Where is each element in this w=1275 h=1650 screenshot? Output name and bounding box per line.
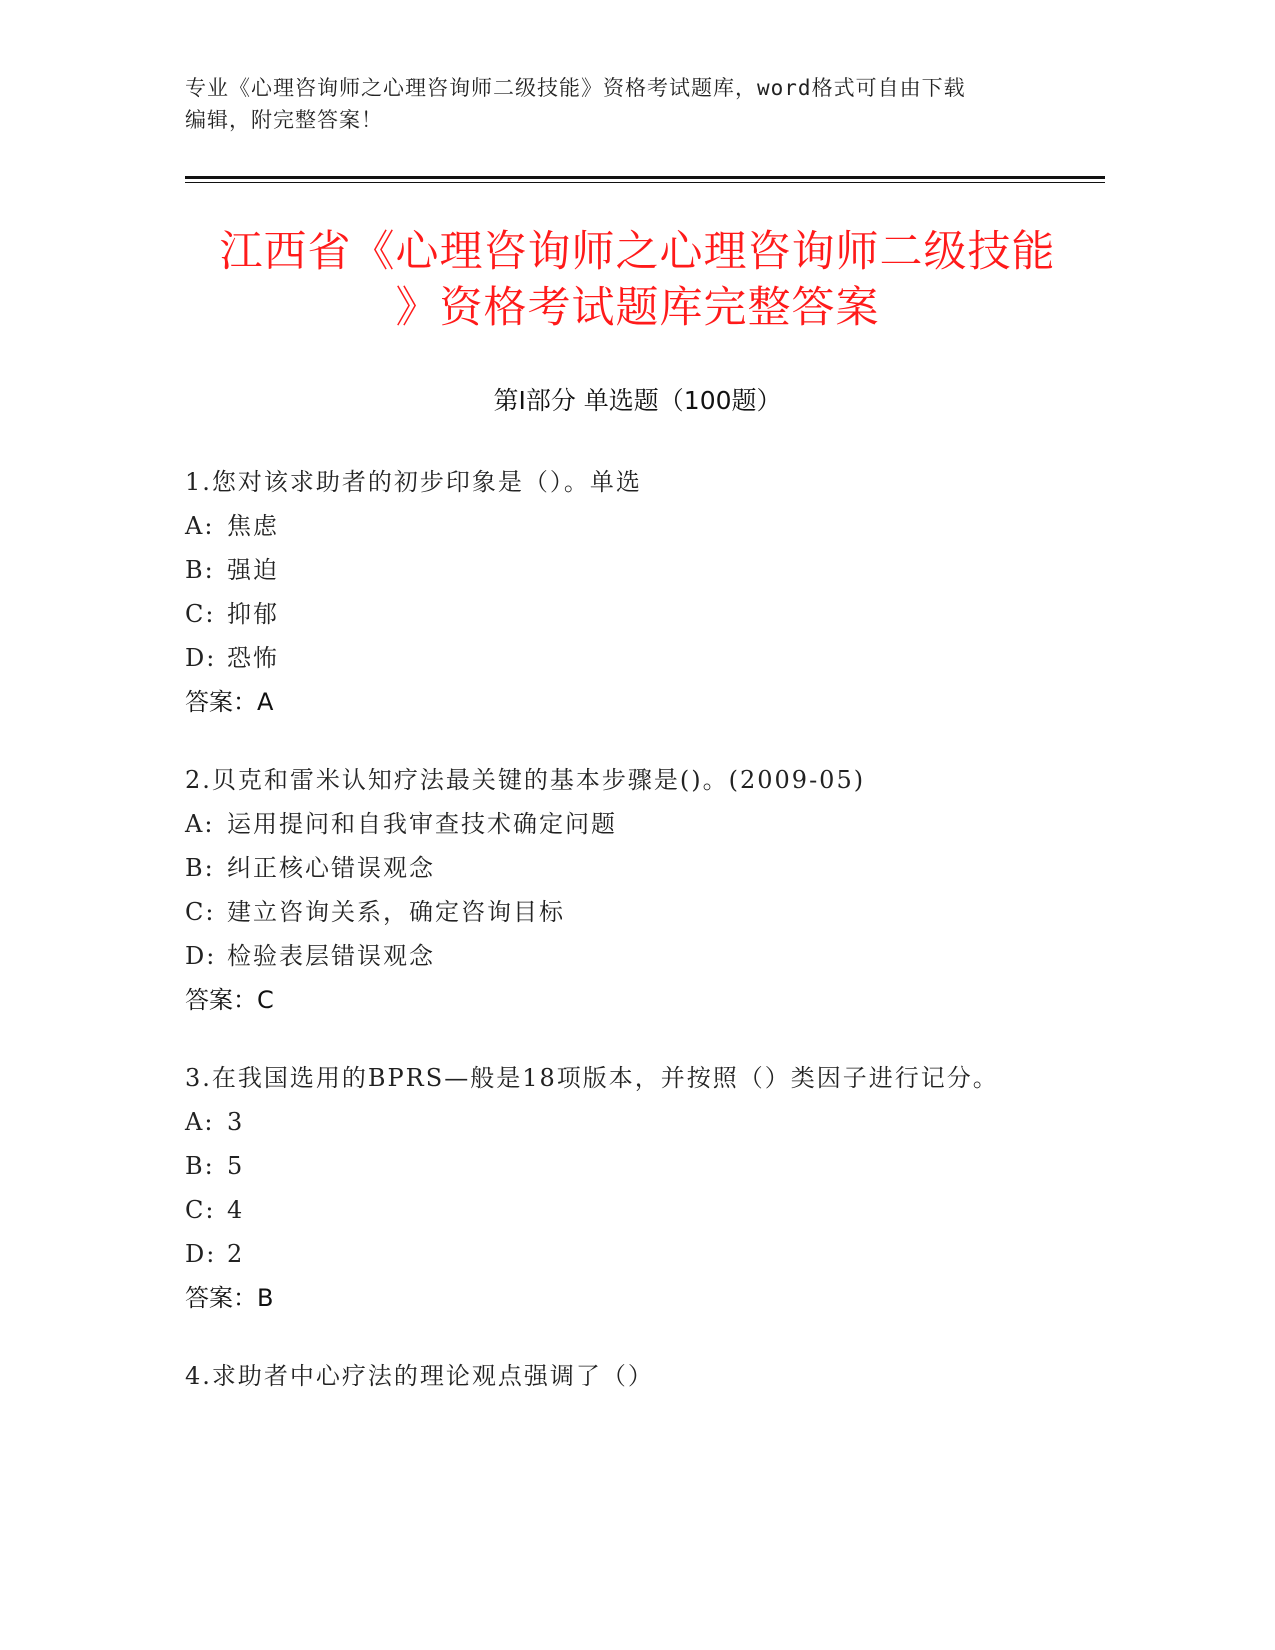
question-option-c — [185, 1188, 1085, 1232]
option-letter: A: — [185, 810, 215, 838]
option-letter: D: — [185, 644, 217, 672]
option-text: 3 — [227, 1108, 245, 1136]
question-stem: 2.贝克和雷米认知疗法最关键的基本步骤是()。(2009-05) — [185, 766, 866, 794]
question-item — [185, 1056, 1085, 1320]
question-option-c — [185, 890, 1085, 934]
question-option-c — [185, 592, 1085, 636]
question-stem: 4.求助者中心疗法的理论观点强调了（） — [185, 1362, 654, 1390]
option-letter: C: — [185, 600, 216, 628]
option-letter: B: — [185, 1152, 215, 1180]
option-text: 纠正核心错误观念 — [227, 854, 435, 882]
document-title-line-2: 》资格考试题库完整答案 — [395, 283, 880, 333]
question-answer: 答案：B — [185, 1284, 274, 1312]
document-title — [150, 224, 1125, 336]
question-answer: 答案：A — [185, 688, 274, 716]
option-text: 检验表层错误观念 — [227, 942, 435, 970]
header-divider-thick — [185, 176, 1105, 179]
option-letter: B: — [185, 854, 215, 882]
header-note-line-2: 编辑，附完整答案！ — [185, 108, 383, 132]
option-text: 恐怖 — [227, 644, 279, 672]
option-letter: C: — [185, 898, 216, 926]
option-letter: D: — [185, 942, 217, 970]
question-option-d — [185, 1232, 1085, 1276]
option-letter: A: — [185, 512, 215, 540]
question-item — [185, 1354, 1085, 1398]
option-letter: D: — [185, 1240, 217, 1268]
option-text: 2 — [227, 1240, 245, 1268]
header-note-line-1: 专业《心理咨询师之心理咨询师二级技能》资格考试题库，word格式可自由下载 — [185, 76, 966, 100]
question-item — [185, 758, 1085, 1022]
header-note — [185, 72, 1085, 136]
question-item — [185, 460, 1085, 724]
question-option-d — [185, 934, 1085, 978]
option-text: 运用提问和自我审查技术确定问题 — [227, 810, 617, 838]
question-answer: 答案：C — [185, 986, 274, 1014]
question-option-a — [185, 504, 1085, 548]
option-text: 4 — [227, 1196, 245, 1224]
question-stem: 1.您对该求助者的初步印象是（）。单选 — [185, 468, 642, 496]
option-text: 焦虑 — [227, 512, 279, 540]
question-option-a — [185, 802, 1085, 846]
option-text: 抑郁 — [227, 600, 279, 628]
option-letter: B: — [185, 556, 215, 584]
option-text: 建立咨询关系，确定咨询目标 — [227, 898, 565, 926]
option-text: 5 — [227, 1152, 245, 1180]
question-option-d — [185, 636, 1085, 680]
option-text: 强迫 — [227, 556, 279, 584]
question-option-b — [185, 548, 1085, 592]
header-divider-thin — [185, 182, 1105, 183]
option-letter: A: — [185, 1108, 215, 1136]
question-stem: 3.在我国选用的BPRS—般是18项版本，并按照（）类因子进行记分。 — [185, 1064, 999, 1092]
question-option-b — [185, 846, 1085, 890]
question-list — [185, 460, 1085, 1432]
document-title-line-1: 江西省《心理咨询师之心理咨询师二级技能 — [219, 227, 1056, 277]
question-option-a — [185, 1100, 1085, 1144]
section-heading: 第Ⅰ部分 单选题（100题） — [493, 386, 782, 415]
question-option-b — [185, 1144, 1085, 1188]
option-letter: C: — [185, 1196, 216, 1224]
